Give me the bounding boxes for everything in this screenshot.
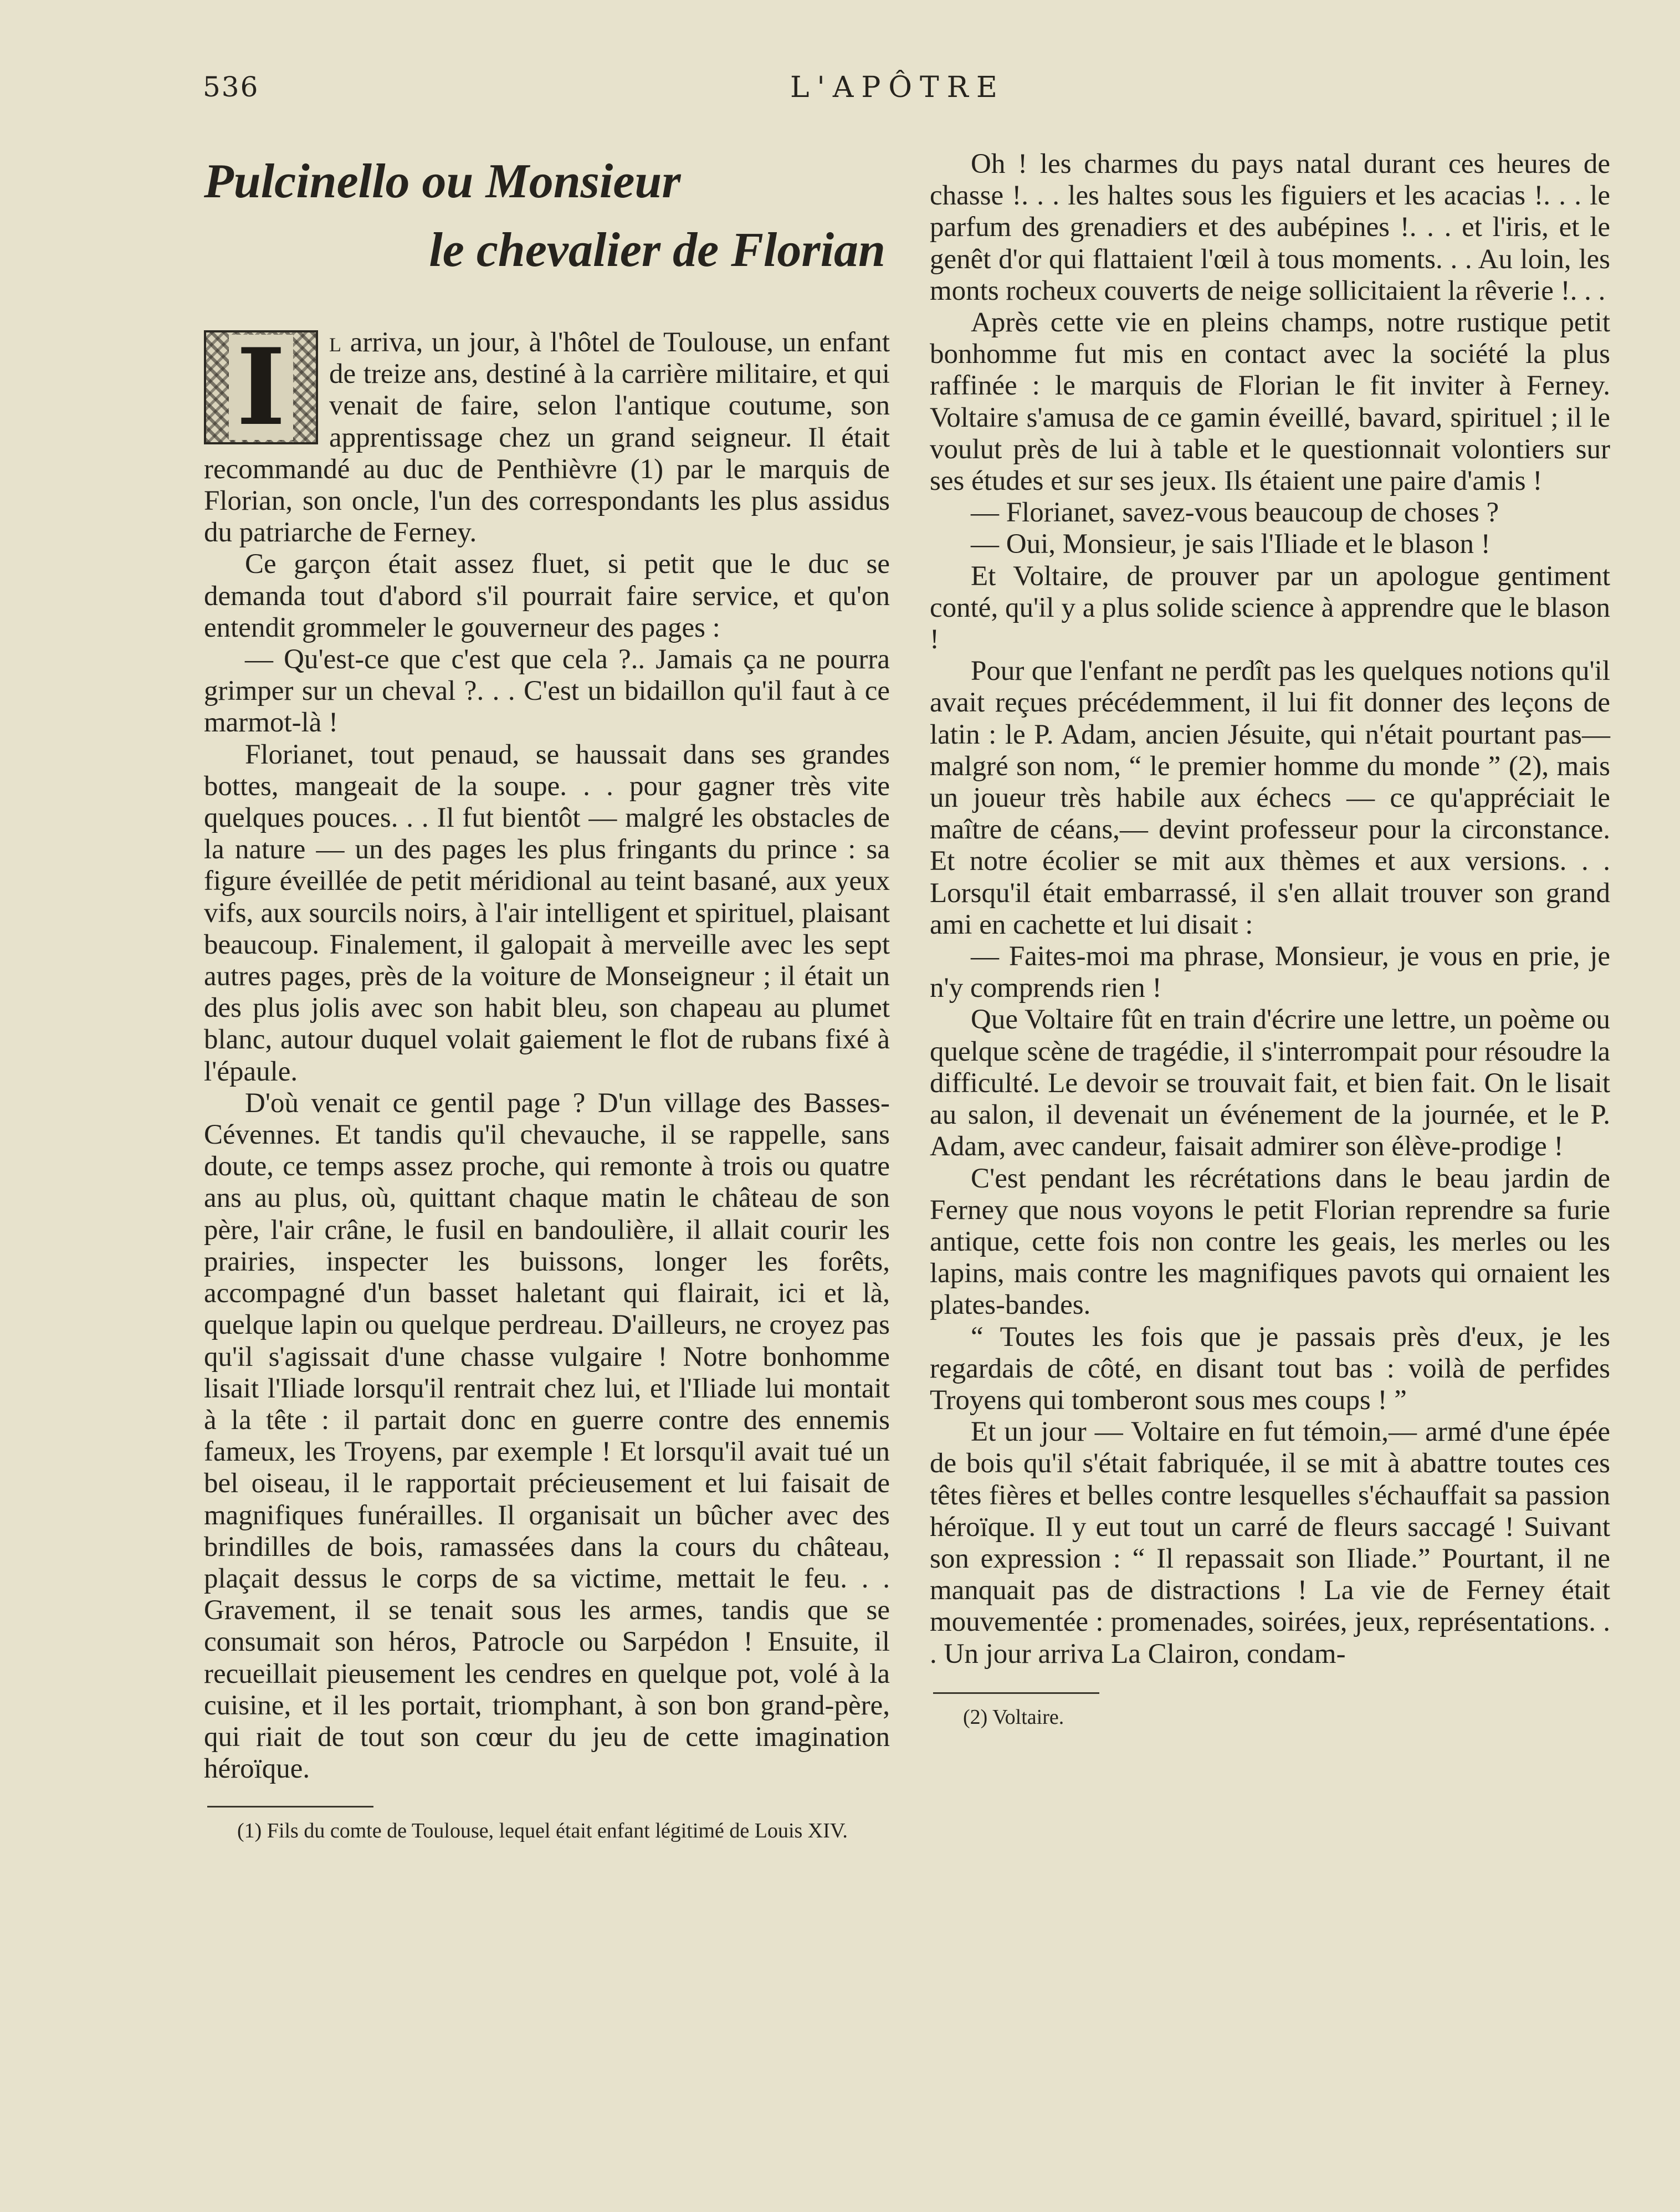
footnote-divider bbox=[933, 1692, 1099, 1694]
paragraph bbox=[204, 327, 890, 549]
footnote-2: (2) Voltaire. bbox=[963, 1705, 1064, 1729]
paragraph: Après cette vie en pleins champs, notre rustique petit bonhomme fut mis en contact avec la société la plus raffinée : le marquis de Florian le fit inviter à Ferney. Voltaire s'amusa de ce gamin éveillé, bavard, spirituel ; il le voulut près de lui à table et le questionnait volontiers sur ses études et sur ses jeux. Ils étaient une paire d'amis ! bbox=[930, 307, 1610, 497]
page-header bbox=[203, 71, 1045, 115]
paragraph: D'où venait ce gentil page ? D'un village des Basses-Cévennes. Et tandis qu'il chevauche, il se rappelle, sans doute, ce temps assez proche, qui remonte à trois ou quatre ans au plus, où, quittant chaque matin le château de son père, l'air crâne, le fusil en bandoulière, il allait courir les prairies, inspecter les buissons, longer les forêts, accompagné d'un basset haletant qui flairait, ici et là, quelque lapin ou quelque perdreau. D'ailleurs, ne croyez pas qu'il s'agissait d'une chasse vulgaire ! Notre bonhomme lisait l'Iliade lorsqu'il rentrait chez lui, et l'Iliade lui montait à la tête : il partait donc en guerre contre des ennemis fameux, les Troyens, par exemple ! Et lorsqu'il avait tué un bel oiseau, il le rapportait précieusement et lui faisait de magnifiques funérailles. Il organisait un bûcher avec des brindilles de bois, ramassées dans la cours du château, plaçait dessus le corps de sa victime, mettait le feu. . . Gravement, il se tenait sous les armes, tandis que se consumait son héros, Patrocle ou Sarpédon ! Ensuite, il recueillait pieusement les cendres en quelque pot, volé à la cuisine, et il les portait, triomphant, à son bon grand-père, qui riait de tout son cœur du jeu de cette imagination héroïque. bbox=[204, 1087, 890, 1785]
article-title bbox=[204, 147, 890, 285]
left-column bbox=[204, 149, 890, 1844]
page-number: 536 bbox=[203, 71, 259, 103]
paragraph: Et un jour — Voltaire en fut témoin,— armé d'une épée de bois qu'il s'était fabriquée, il se mit à abattre toutes ces têtes fières et belles contre lesquelles s'échauffait sa passion héroïque. Il y eut tout un carré de fleurs saccagé ! Suivant son expression : “ Il repassait son Iliade.” Pourtant, il ne manquait pas de distractions ! La vie de Ferney était mouvementée : promenades, soirées, jeux, représentations. . . Un jour arriva La Clairon, condam- bbox=[930, 1416, 1610, 1670]
paragraph: — Faites-moi ma phrase, Monsieur, je vous en prie, je n'y comprends rien ! bbox=[930, 941, 1610, 1004]
right-column bbox=[930, 149, 1610, 1730]
paragraph: Ce garçon était assez fluet, si petit que le duc se demanda tout d'abord s'il pourrait faire service, et qu'on entendit grommeler le gouverneur des pages : bbox=[204, 549, 890, 643]
article-title-line-2: le chevalier de Florian bbox=[429, 223, 885, 277]
paragraph: Florianet, tout penaud, se haussait dans ses grandes bottes, mangeait de la soupe. . . pour gagner très vite quelques pouces. . . Il fut bientôt — malgré les obstacles de la nature — un des pages les plus fringants du prince : sa figure éveillée de petit méridional au teint basané, aux yeux vifs, aux sourcils noirs, à l'air intelligent et spirituel, plaisant beaucoup. Finalement, il galopait à merveille avec les sept autres pages, près de la voiture de Monseigneur ; il était un des plus jolis avec son habit bleu, son chapeau au plumet blanc, autour duquel volait gaiement le flot de rubans fixé à l'épaule. bbox=[204, 739, 890, 1087]
paragraph: Que Voltaire fût en train d'écrire une lettre, un poème ou quelque scène de tragédie, il s'interrompait pour résoudre la difficulté. Le devoir se trouvait fait, et bien fait. On le lisait au salon, il devenait un événement de la journée, et le P. Adam, avec candeur, faisait admirer son élève-prodige ! bbox=[930, 1004, 1610, 1163]
footnote-divider bbox=[207, 1806, 373, 1808]
paragraph: — Qu'est-ce que c'est que cela ?.. Jamais ça ne pourra grimper sur un cheval ?. . . C'est un bidaillon qu'il faut à ce marmot-là ! bbox=[204, 644, 890, 739]
paragraph: “ Toutes les fois que je passais près d'eux, je les regardais de côté, en disant tout bas : voilà de perfides Troyens qui tomberont sous mes coups ! ” bbox=[930, 1321, 1610, 1416]
paragraph: Oh ! les charmes du pays natal durant ces heures de chasse !. . . les haltes sous les figuiers et les acacias !. . . le parfum des grenadiers et des aubépines !. . . et l'iris, et le genêt d'or qui flattaient l'œil à tous moments. . . Au loin, les monts rocheux couverts de neige sollicitaient la rêverie !. . . bbox=[930, 149, 1610, 306]
dropcap-letter: I bbox=[229, 335, 294, 440]
article-title-line-1: Pulcinello ou Monsieur bbox=[204, 155, 681, 208]
paragraph: — Florianet, savez-vous beaucoup de choses ? bbox=[971, 497, 1499, 529]
running-title: L'APÔTRE bbox=[790, 71, 1005, 104]
footnote-1: (1) Fils du comte de Toulouse, lequel était enfant légitimé de Louis XIV. bbox=[237, 1819, 848, 1843]
dropcap-ornament bbox=[204, 325, 318, 449]
paragraph: Pour que l'enfant ne perdît pas les quelques notions qu'il avait reçues précédemment, il lui fit donner des leçons de latin : le P. Adam, ancien Jésuite, qui n'était pourtant pas— malgré son nom, “ le premier homme du monde ” (2), mais un joueur très habile aux échecs — ce qu'appréciait le maître de céans,— devint professeur pour la circonstance. Et notre écolier se mit aux thèmes et aux versions. . . Lorsqu'il était embarrassé, il s'en allait trouver son grand ami en cachette et lui disait : bbox=[930, 656, 1610, 940]
paragraph: Et Voltaire, de prouver par un apologue gentiment conté, qu'il y a plus solide science à apprendre que le blason ! bbox=[930, 560, 1610, 656]
paragraph: C'est pendant les récrétations dans le beau jardin de Ferney que nous voyons le petit Florian reprendre sa furie antique, cette fois non contre les geais, les merles ou les lapins, mais contre les magnifiques pavots qui ornaient les plates-bandes. bbox=[930, 1163, 1610, 1321]
paragraph-text: arriva, un jour, à l'hôtel de Toulouse, un enfant de treize ans, destiné à la carrière militaire, et qui venait de faire, selon l'antique coutume, son apprentissage chez un grand seigneur. Il était recommandé au duc de Penthièvre (1) par le marquis de Florian, son oncle, l'un des correspondants les plus assidus du patriarche de Ferney. bbox=[204, 327, 890, 549]
paragraph: — Oui, Monsieur, je sais l'Iliade et le blason ! bbox=[971, 529, 1491, 560]
first-word-rest: l bbox=[329, 327, 341, 358]
